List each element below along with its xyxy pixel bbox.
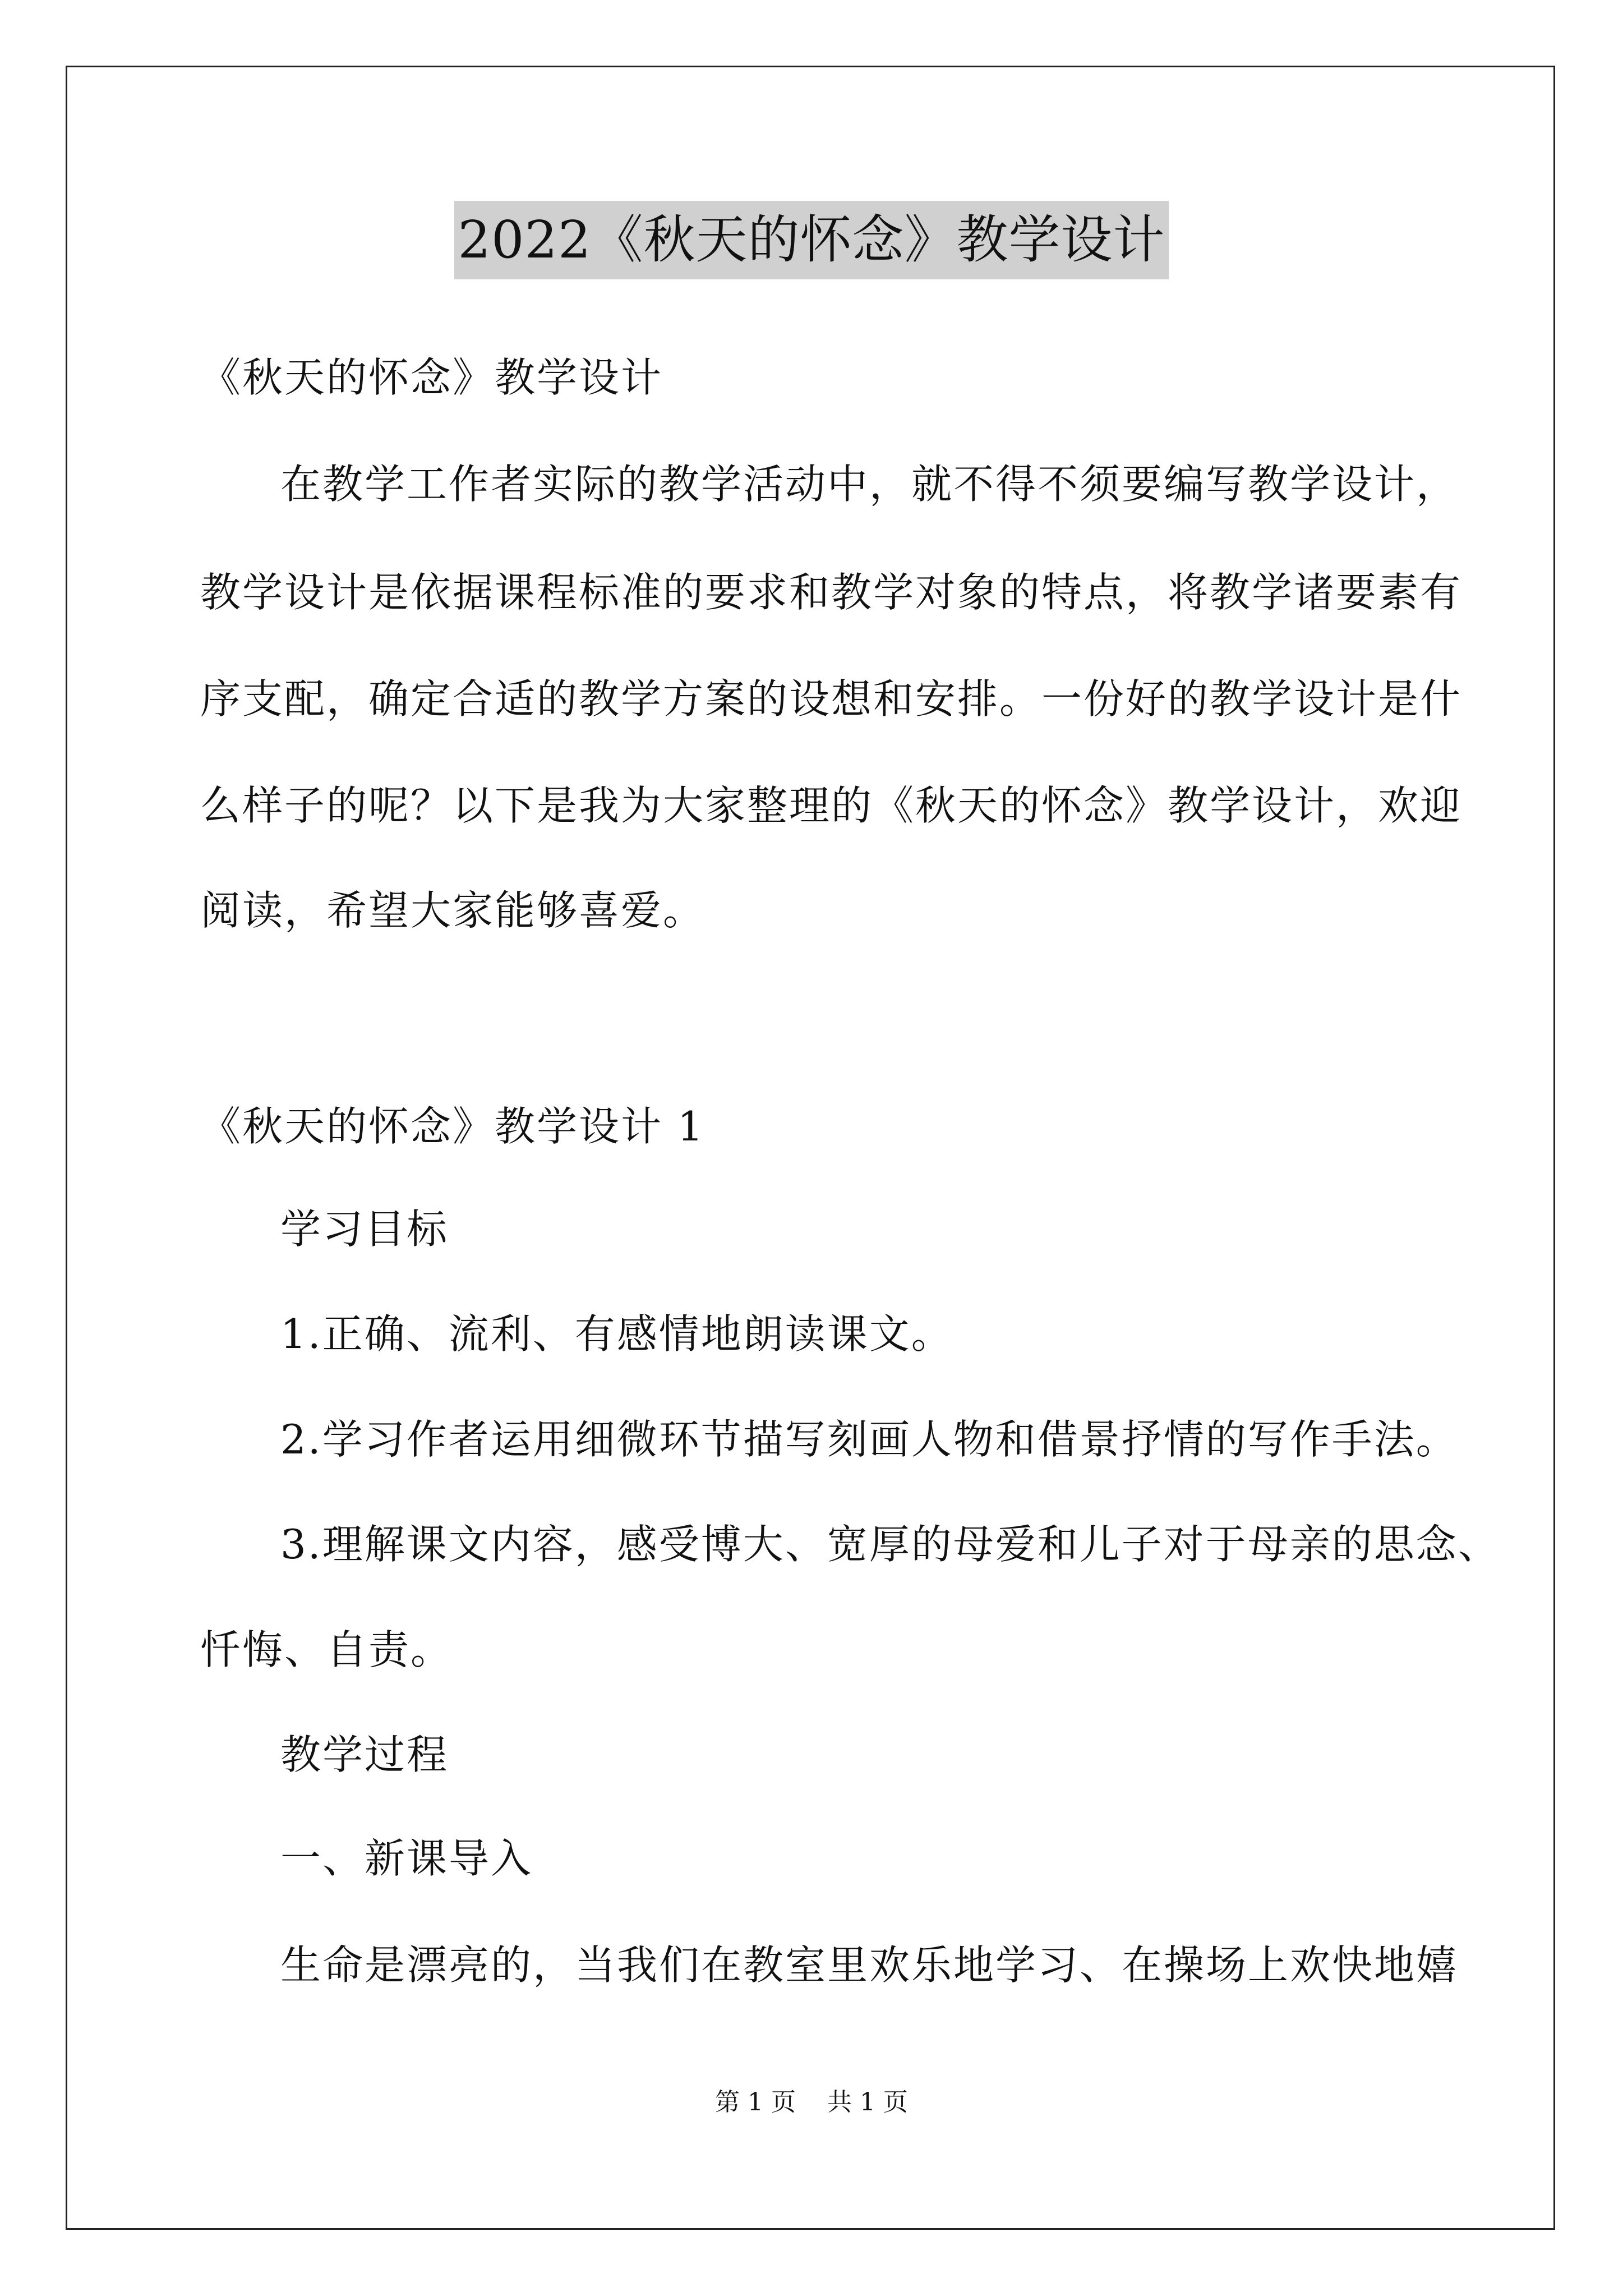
goal-item-1: 1.正确、流利、有感情地朗读课文。 — [280, 1310, 953, 1358]
title-container — [0, 201, 1623, 279]
process-heading: 教学过程 — [280, 1731, 449, 1778]
document-title: 2022《秋天的怀念》教学设计 — [454, 201, 1168, 279]
goal-item-3-line-1: 3.理解课文内容，感受博大、宽厚的母爱和儿子对于母亲的思念、 — [280, 1521, 1500, 1568]
step-1-heading: 一、新课导入 — [280, 1835, 533, 1882]
intro-line-3: 序支配，确定合适的教学方案的设想和安排。一份好的教学设计是什 — [200, 675, 1463, 723]
section-heading: 《秋天的怀念》教学设计 1 — [200, 1103, 705, 1150]
goals-heading: 学习目标 — [280, 1205, 449, 1253]
subtitle: 《秋天的怀念》教学设计 — [200, 354, 663, 401]
intro-line-1: 在教学工作者实际的教学活动中，就不得不须要编写教学设计， — [280, 461, 1459, 508]
intro-line-4: 么样子的呢？以下是我为大家整理的《秋天的怀念》教学设计，欢迎 — [200, 782, 1463, 829]
intro-line-5: 阅读，希望大家能够喜爱。 — [200, 887, 706, 934]
goal-item-2: 2.学习作者运用细微环节描写刻画人物和借景抒情的写作手法。 — [280, 1416, 1458, 1463]
intro-line-2: 教学设计是依据课程标准的要求和教学对象的特点，将教学诸要素有 — [200, 569, 1463, 616]
step-1-text: 生命是漂亮的，当我们在教室里欢乐地学习、在操场上欢快地嬉 — [280, 1941, 1459, 1989]
goal-item-3-line-2: 忏悔、自责。 — [200, 1626, 453, 1673]
page-footer: 第 1 页 共 1 页 — [715, 2088, 908, 2116]
